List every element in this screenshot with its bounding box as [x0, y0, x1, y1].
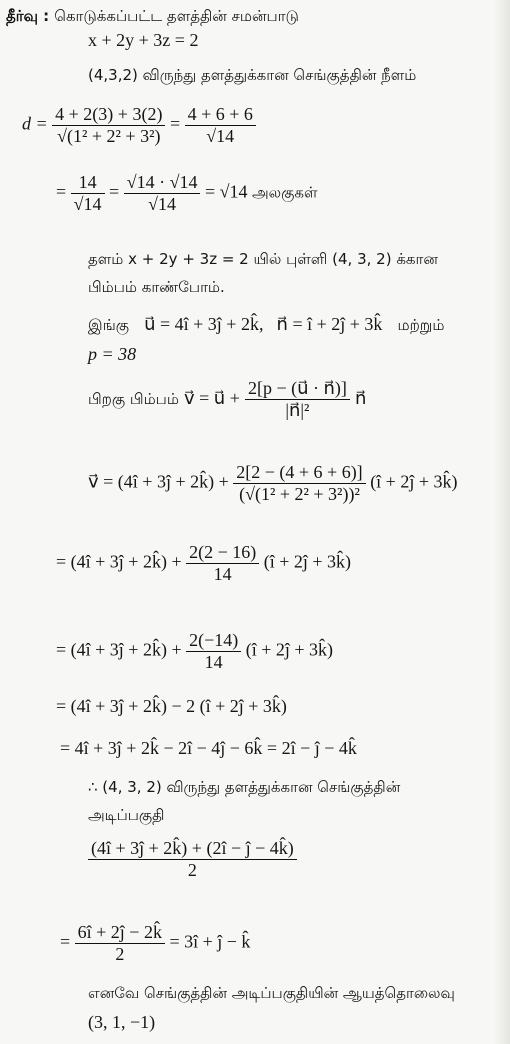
d-lhs: d =	[22, 113, 48, 134]
v4-rhs: (î + 2ĵ + 3k̂)	[245, 639, 334, 660]
image-intro-2: பிம்பம் காண்போம்.	[88, 278, 225, 296]
v2-denominator: (√(1² + 2² + 3²))²	[233, 483, 365, 505]
page-edge-shadow	[494, 0, 510, 1044]
f1-denominator: √14	[71, 193, 105, 215]
d-denominator-2: √14	[185, 125, 256, 147]
distance-result: = √14	[204, 181, 248, 202]
foot-intro: ∴ (4, 3, 2) விருந்து தளத்துக்கான செங்குத்தின்	[88, 778, 401, 796]
f1-fraction	[71, 172, 105, 215]
solution-intro: கொடுக்கப்பட்ட தளத்தின் சமன்பாடு	[54, 7, 299, 25]
v2-numerator: 2[2 − (4 + 6 + 6)]	[236, 462, 363, 482]
f2-denominator: √14	[124, 193, 201, 215]
p-definition: p = 38	[88, 344, 137, 364]
v2-rhs: (î + 2ĵ + 3k̂)	[370, 471, 458, 492]
foot-fraction-box	[88, 838, 297, 881]
v4-lhs: = (4î + 3ĵ + 2k̂) +	[56, 639, 182, 660]
foot-fraction	[88, 838, 297, 881]
solution-header	[6, 6, 299, 27]
v-formula-fraction	[245, 378, 350, 421]
v-formula-denominator: |n⃗|²	[245, 399, 350, 421]
final-answer: (3, 1, −1)	[88, 1012, 156, 1032]
v3-fraction	[186, 542, 259, 585]
v2-lhs: v⃗ = (4î + 3ĵ + 2k̂) +	[88, 471, 229, 492]
v-step-5: = 4î + 3ĵ + 2k̂ − 2î − 4ĵ − 6k̂ = 2î − ĵ − 4k̂	[60, 738, 357, 758]
distance-simplified	[56, 172, 318, 215]
foot-simplified	[60, 922, 250, 965]
image-formula	[88, 378, 366, 421]
then-image-label: பிறகு பிம்பம்	[88, 390, 179, 408]
v4-numerator: 2(−14)	[189, 630, 239, 650]
equals-sign: =	[109, 181, 120, 202]
foot-intro-2: அடிப்பகுதி	[88, 806, 165, 824]
foot2-rhs: = 3î + ĵ − k̂	[169, 931, 251, 952]
v4-fraction	[186, 630, 241, 673]
d-denominator: √(1² + 2² + 3²)	[52, 125, 165, 147]
plane-equation: x + 2y + 3z = 2	[88, 30, 199, 50]
foot2-lhs: =	[60, 931, 71, 952]
f1-numerator: 14	[78, 172, 97, 192]
v3-lhs: = (4î + 3ĵ + 2k̂) +	[56, 551, 182, 572]
f2-numerator: √14 · √14	[126, 172, 198, 192]
definitions-line	[88, 314, 444, 336]
solution-label: தீர்வு :	[6, 7, 50, 25]
v-formula-rhs: n⃗	[355, 388, 367, 408]
v3-numerator: 2(2 − 16)	[189, 542, 257, 562]
n-definition: n⃗ = î + 2ĵ + 3k̂	[276, 314, 383, 334]
v3-rhs: (î + 2ĵ + 3k̂)	[263, 551, 352, 572]
equals-sign: =	[56, 181, 67, 202]
foot-numerator: (4î + 3ĵ + 2k̂) + (2î − ĵ − 4k̂)	[91, 838, 294, 858]
v2-fraction	[233, 462, 365, 505]
and-label: மற்றும்	[397, 316, 445, 334]
v-step-4: = (4î + 3ĵ + 2k̂) − 2 (î + 2ĵ + 3k̂)	[56, 696, 287, 716]
f2-fraction	[124, 172, 201, 215]
foot2-denominator: 2	[75, 943, 165, 965]
v4-denominator: 14	[186, 651, 241, 673]
foot-denominator: 2	[88, 859, 297, 881]
v-formula-numerator: 2[p − (u⃗ · n⃗)]	[247, 378, 347, 398]
d-numerator: 4 + 2(3) + 3(2)	[55, 104, 163, 124]
u-definition: u⃗ = 4î + 3ĵ + 2k̂,	[144, 314, 264, 334]
foot2-fraction	[75, 922, 165, 965]
v-formula-lhs: v⃗ = u⃗ +	[183, 388, 240, 408]
unit-label: அலகுகள்	[252, 183, 318, 202]
d-fraction-2	[185, 104, 256, 147]
distance-equation	[22, 104, 256, 147]
v3-denominator: 14	[186, 563, 259, 585]
conclusion-text: எனவே செங்குத்தின் அடிப்பகுதியின் ஆயத்தொலைவு	[88, 984, 455, 1002]
d-fraction	[52, 104, 165, 147]
here-label: இங்கு	[88, 316, 129, 334]
distance-intro: (4,3,2) விருந்து தளத்துக்கான செங்குத்தின் நீளம்	[88, 66, 417, 84]
v-step-1	[88, 462, 457, 505]
v-step-3	[56, 630, 333, 673]
d-numerator-2: 4 + 6 + 6	[187, 104, 253, 124]
v-step-2	[56, 542, 351, 585]
image-intro: தளம் x + 2y + 3z = 2 யில் புள்ளி (4, 3, 2) க்கான	[88, 250, 438, 268]
equals-sign: =	[169, 113, 181, 134]
foot2-numerator: 6î + 2ĵ − 2k̂	[77, 922, 162, 942]
